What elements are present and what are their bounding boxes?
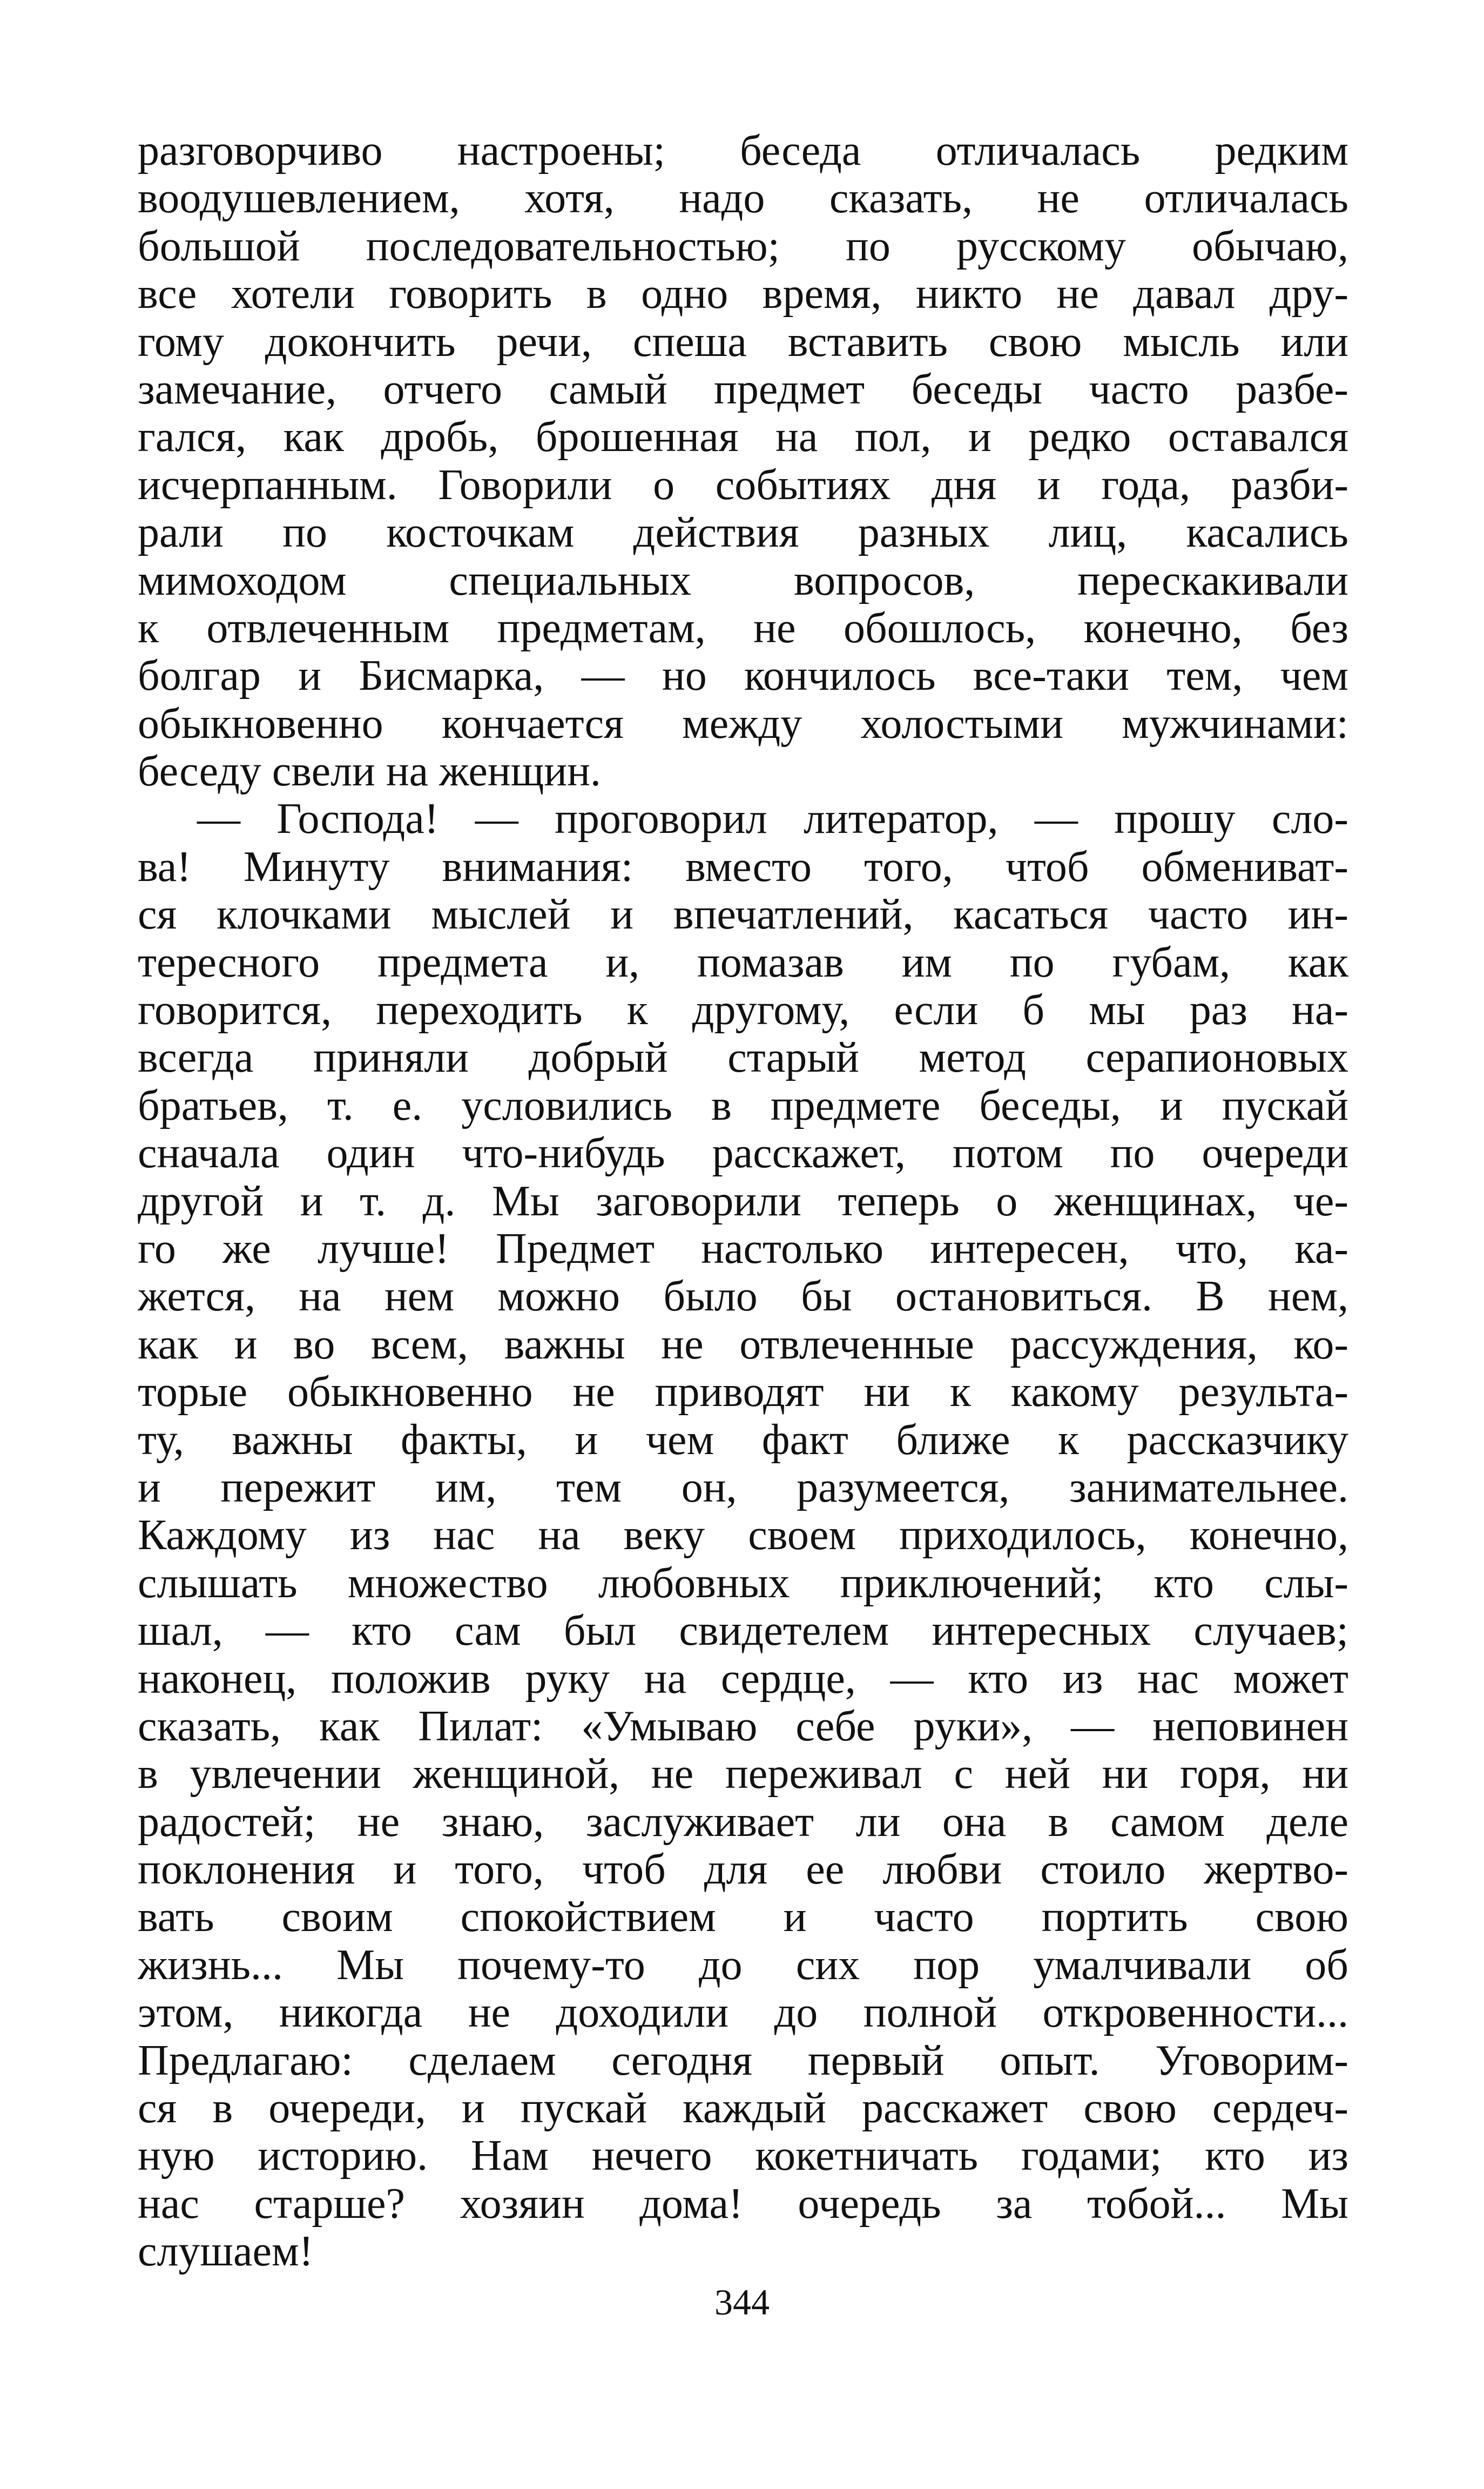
text-line: все хотели говорить в одно время, никто не давал дру- bbox=[138, 270, 1348, 318]
text-line: болгар и Бисмарка, — но кончилось все-таки тем, чем bbox=[138, 652, 1348, 700]
text-line: слышать множество любовных приключений; кто слы- bbox=[138, 1559, 1348, 1607]
text-line: наконец, положив руку на сердце, — кто из нас может bbox=[138, 1654, 1348, 1703]
text-line: нас старше? хозяин дома! очередь за тобой... Мы bbox=[138, 2179, 1348, 2228]
text-line: другой и т. д. Мы заговорили теперь о женщинах, че- bbox=[138, 1177, 1348, 1225]
text-line: мимоходом специальных вопросов, перескакивали bbox=[138, 556, 1348, 604]
text-line: радостей; не знаю, заслуживает ли она в самом деле bbox=[138, 1798, 1348, 1846]
text-line: поклонения и того, чтоб для ее любви стоило жертво- bbox=[138, 1846, 1348, 1894]
text-line: ную историю. Нам нечего кокетничать годами; кто из bbox=[138, 2132, 1348, 2180]
paragraph-last-line: беседу свели на женщин. bbox=[138, 748, 601, 796]
paragraph-last-line: слушаем! bbox=[138, 2228, 314, 2276]
text-line: жизнь... Мы почему-то до сих пор умалчивали об bbox=[138, 1941, 1348, 1989]
text-line: торые обыкновенно не приводят ни к какому результа- bbox=[138, 1368, 1348, 1416]
text-line: всегда приняли добрый старый метод серапионовых bbox=[138, 1034, 1348, 1082]
text-line: сначала один что-нибудь расскажет, потом по очереди bbox=[138, 1129, 1348, 1178]
text-line: говорится, переходить к другому, если б мы раз на- bbox=[138, 986, 1348, 1034]
text-line: гому докончить речи, спеша вставить свою мысль или bbox=[138, 318, 1348, 366]
text-line: Каждому из нас на веку своем приходилось, конечно, bbox=[138, 1511, 1348, 1559]
text-line: рали по косточкам действия разных лиц, касались bbox=[138, 509, 1348, 557]
text-line: ся в очереди, и пускай каждый расскажет свою сердеч- bbox=[138, 2084, 1348, 2133]
text-line: большой последовательностью; по русскому обычаю, bbox=[138, 222, 1348, 270]
page-body-text bbox=[138, 127, 1348, 2276]
text-line: этом, никогда не доходили до полной откровенности... bbox=[138, 1989, 1348, 2037]
text-line: ту, важны факты, и чем факт ближе к рассказчику bbox=[138, 1416, 1348, 1464]
text-line: в увлечении женщиной, не переживал с ней ни горя, ни bbox=[138, 1750, 1348, 1798]
text-line: воодушевлением, хотя, надо сказать, не отличалась bbox=[138, 174, 1348, 223]
text-line: к отвлеченным предметам, не обошлось, конечно, без bbox=[138, 604, 1348, 652]
text-line: сказать, как Пилат: «Умываю себе руки», — неповинен bbox=[138, 1702, 1348, 1750]
text-line: Предлагаю: сделаем сегодня первый опыт. Уговорим- bbox=[138, 2036, 1348, 2084]
text-line: го же лучше! Предмет настолько интересен, что, ка- bbox=[138, 1225, 1348, 1273]
text-line: тересного предмета и, помазав им по губам, как bbox=[138, 938, 1348, 986]
text-line: и пережит им, тем он, разумеется, занимательнее. bbox=[138, 1463, 1348, 1511]
text-line: ся клочками мыслей и впечатлений, касаться часто ин- bbox=[138, 891, 1348, 939]
text-line: замечание, отчего самый предмет беседы часто разбе- bbox=[138, 365, 1348, 413]
text-line: обыкновенно кончается между холостыми мужчинами: bbox=[138, 699, 1348, 748]
text-line: братьев, т. е. условились в предмете беседы, и пускай bbox=[138, 1081, 1348, 1129]
text-line: исчерпанным. Говорили о событиях дня и года, разби- bbox=[138, 461, 1348, 509]
text-line: гался, как дробь, брошенная на пол, и редко оставался bbox=[138, 413, 1348, 461]
text-line: ва! Минуту внимания: вместо того, чтоб обмениват- bbox=[138, 843, 1348, 891]
text-line: жется, на нем можно было бы остановиться. В нем, bbox=[138, 1273, 1348, 1321]
text-line: разговорчиво настроены; беседа отличалась редким bbox=[138, 127, 1348, 174]
paragraph-first-line: — Господа! — проговорил литератор, — прошу сло- bbox=[197, 795, 1348, 843]
page-number: 344 bbox=[714, 2282, 770, 2323]
text-line: вать своим спокойствием и часто портить свою bbox=[138, 1893, 1348, 1941]
text-line: как и во всем, важны не отвлеченные рассуждения, ко- bbox=[138, 1320, 1348, 1368]
text-line: шал, — кто сам был свидетелем интересных случаев; bbox=[138, 1607, 1348, 1655]
